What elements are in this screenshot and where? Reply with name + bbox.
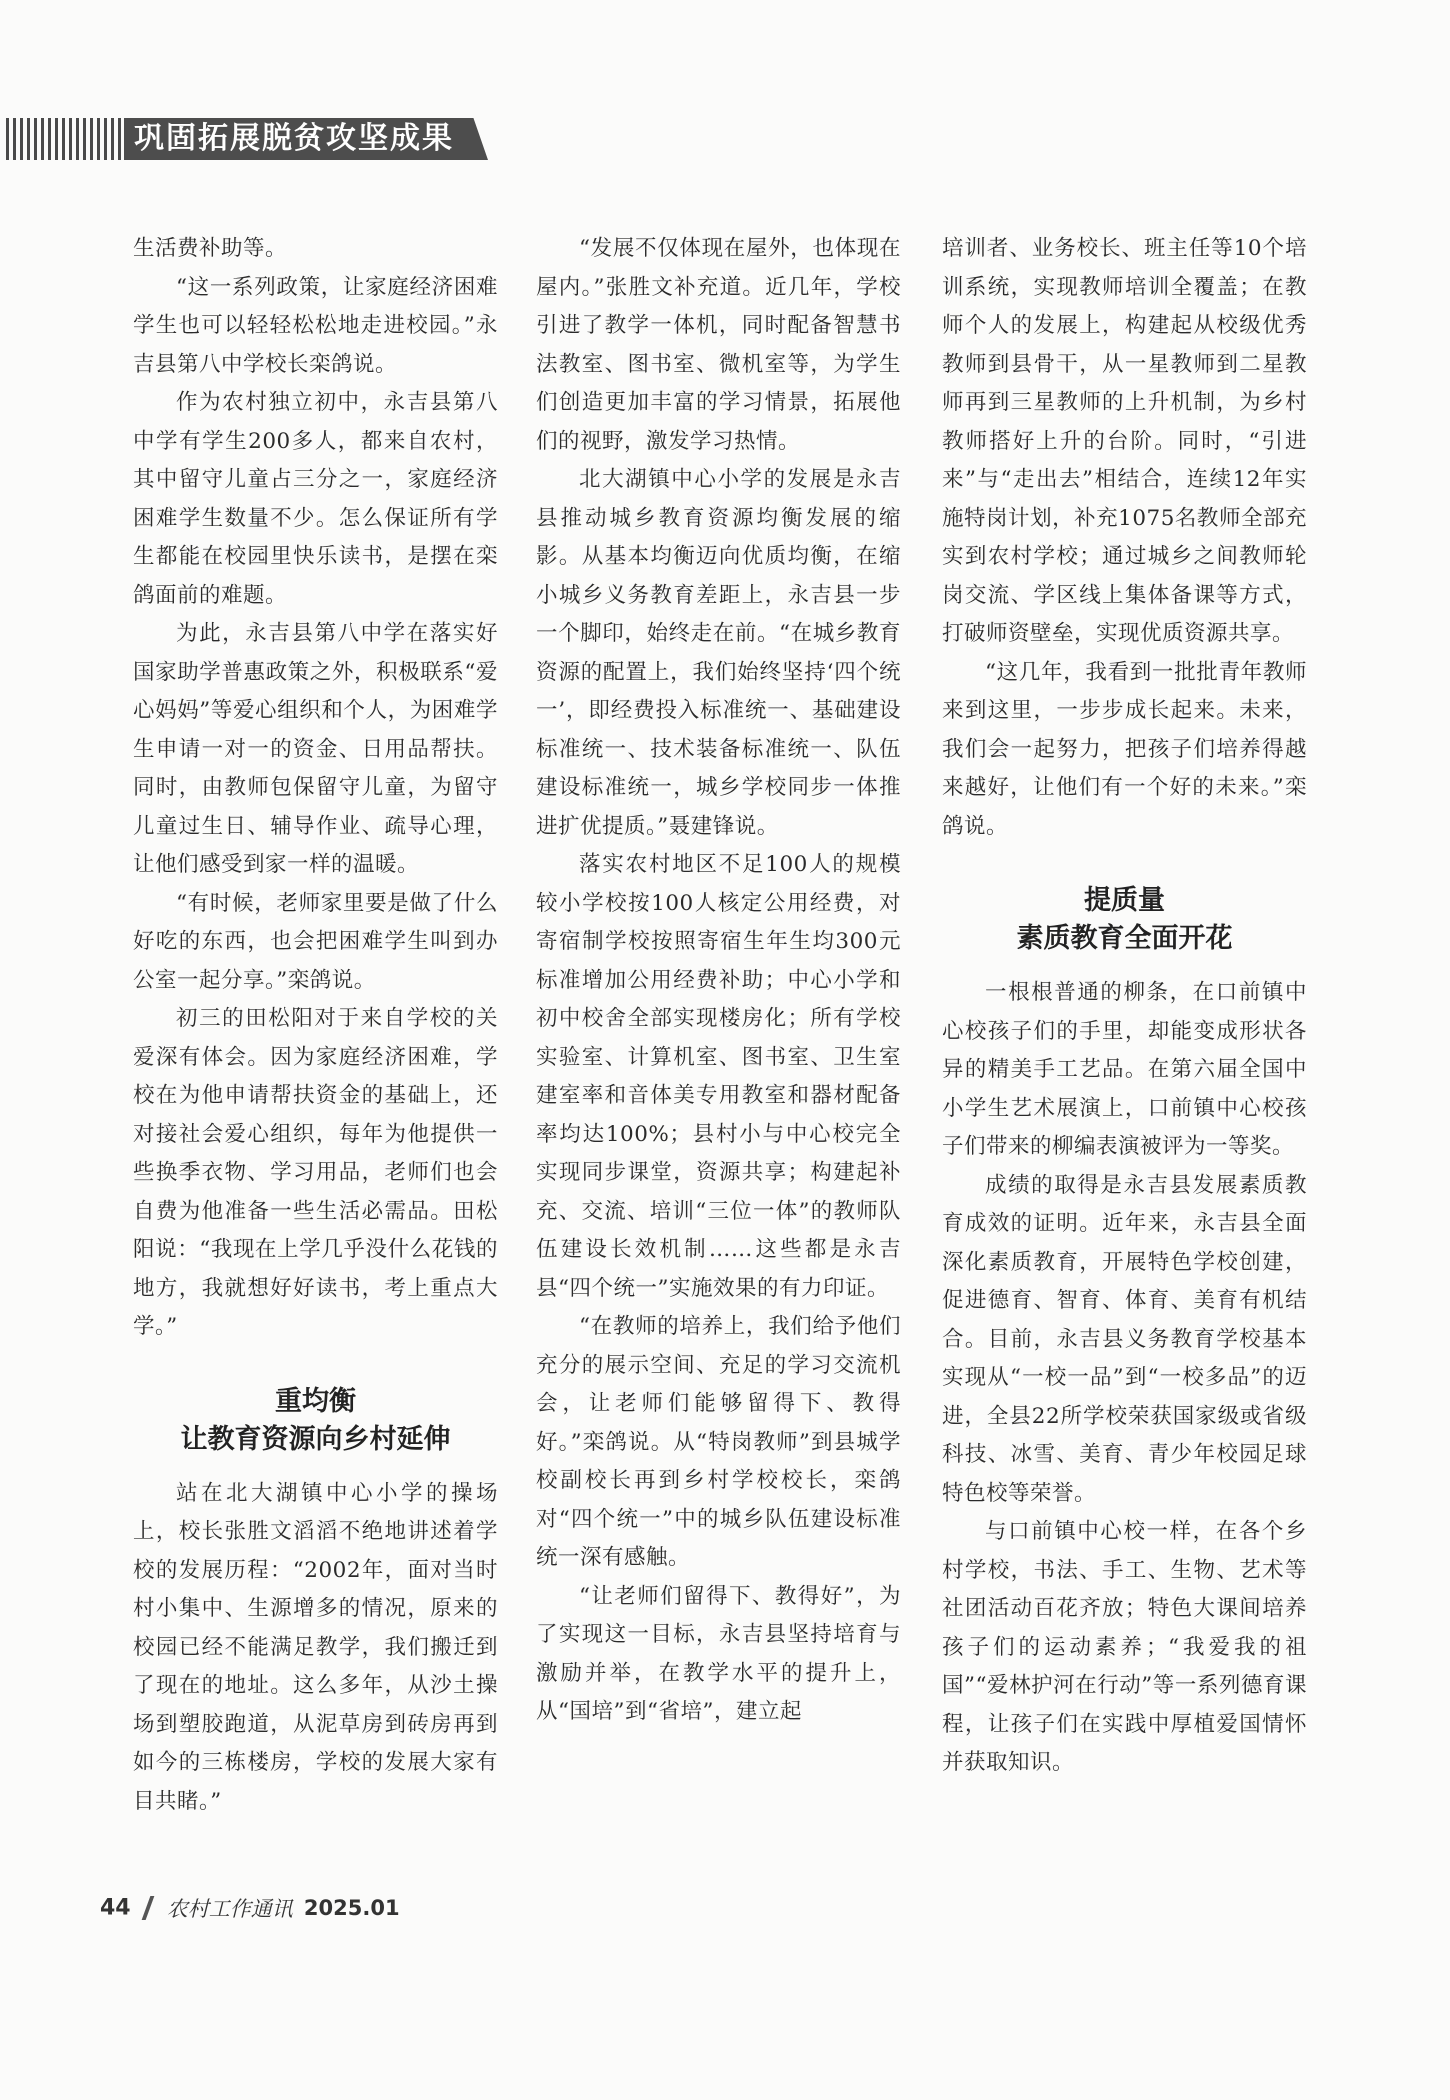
- article-column-2: [536, 230, 901, 1732]
- article-paragraph: “发展不仅体现在屋外，也体现在屋内。”张胜文补充道。近几年，学校引进了教学一体机，同时配备智慧书法教室、图书室、微机室等，为学生们创造更加丰富的学习情景，拓展他们的视野，激发学习热情。: [536, 236, 901, 454]
- article-paragraph: “这一系列政策，让家庭经济困难学生也可以轻轻松松地走进校园。”永吉县第八中学校长栾鸽说。: [133, 274, 498, 377]
- article-column-3: [942, 230, 1307, 1783]
- section-header-bar: [0, 118, 490, 160]
- article-column-1: [133, 230, 498, 1821]
- article-paragraph: 与口前镇中心校一样，在各个乡村学校，书法、手工、生物、艺术等社团活动百花齐放；特色大课间培养孩子们的运动素养；“我爱我的祖国”“爱林护河在行动”等一系列德育课程，让孩子们在实践中厚植爱国情怀并获取知识。: [942, 1519, 1307, 1775]
- section-heading-line: 提质量: [1084, 885, 1165, 916]
- page-footer: [100, 1893, 400, 1923]
- section-heading-line: 素质教育全面开花: [1016, 923, 1233, 954]
- section-heading-line: 重均衡: [275, 1385, 356, 1417]
- article-paragraph: 落实农村地区不足100人的规模较小学校按100人核定公用经费，对寄宿制学校按照寄宿生年生均300元标准增加公用经费补助；中心小学和初中校舍全部实现楼房化；所有学校实验室、计算机室、图书室、卫生室建室率和音体美专用教室和器材配备率均达100%；县村小与中心校完全实现同步课堂，资源共享；构建起补充、交流、培训“三位一体”的教师队伍建设长效机制……这些都是永吉县“四个统一”实施效果的有力印证。: [536, 852, 901, 1301]
- article-paragraph: 北大湖镇中心小学的发展是永吉县推动城乡教育资源均衡发展的缩影。从基本均衡迈向优质均衡，在缩小城乡义务教育差距上，永吉县一步一个脚印，始终走在前。“在城乡教育资源的配置上，我们始终坚持‘四个统一’，即经费投入标准统一、基础建设标准统一、技术装备标准统一、队伍建设标准统一，城乡学校同步一体推进扩优提质。”聂建锋说。: [536, 467, 901, 839]
- section-header-title: 巩固拓展脱贫攻坚成果: [134, 121, 454, 156]
- article-paragraph: 成绩的取得是永吉县发展素质教育成效的证明。近年来，永吉县全面深化素质教育，开展特色学校创建，促进德育、智育、体育、美育有机结合。目前，永吉县义务教育学校基本实现从“一校一品”到“一校多品”的迈进，全县22所学校荣获国家级或省级科技、冰雪、美育、青少年校园足球特色校等荣誉。: [942, 1172, 1307, 1506]
- article-paragraph: 为此，永吉县第八中学在落实好国家助学普惠政策之外，积极联系“爱心妈妈”等爱心组织和个人，为困难学生申请一对一的资金、日用品帮扶。同时，由教师包保留守儿童，为留守儿童过生日、辅导作业、疏导心理，让他们感受到家一样的温暖。: [133, 621, 498, 877]
- article-paragraph: 生活费补助等。: [133, 236, 288, 261]
- footer-slash-decoration: [141, 1896, 154, 1920]
- article-paragraph: “在教师的培养上，我们给予他们充分的展示空间、充足的学习交流机会，让老师们能够留得下、教得好。”栾鸽说。从“特岗教师”到县城学校副校长再到乡村学校校长，栾鸽对“四个统一”中的城乡队伍建设标准统一深有感触。: [536, 1314, 901, 1570]
- magazine-name: 农村工作通讯: [166, 1897, 293, 1921]
- header-stripes-decoration: [6, 118, 124, 160]
- section-heading: [133, 1383, 498, 1459]
- article-paragraph: 初三的田松阳对于来自学校的关爱深有体会。因为家庭经济困难，学校在为他申请帮扶资金的基础上，还对接社会爱心组织，每年为他提供一些换季衣物、学习用品，老师们也会自费为他准备一些生活必需品。田松阳说：“我现在上学几乎没什么花钱的地方，我就想好好读书，考上重点大学。”: [133, 1006, 498, 1339]
- article-paragraph: 一根根普通的柳条，在口前镇中心校孩子们的手里，却能变成形状各异的精美手工艺品。在第六届全国中小学生艺术展演上，口前镇中心校孩子们带来的柳编表演被评为一等奖。: [942, 980, 1307, 1159]
- article-paragraph: “这几年，我看到一批批青年教师来到这里，一步步成长起来。未来，我们会一起努力，把孩子们培养得越来越好，让他们有一个好的未来。”栾鸽说。: [942, 659, 1307, 839]
- article-paragraph: 培训者、业务校长、班主任等10个培训系统，实现教师培训全覆盖；在教师个人的发展上，构建起从校级优秀教师到县骨干，从一星教师到二星教师再到三星教师的上升机制，为乡村教师搭好上升的台阶。同时，“引进来”与“走出去”相结合，连续12年实施特岗计划，补充1075名教师全部充实到农村学校；通过城乡之间教师轮岗交流、学区线上集体备课等方式，打破师资壁垒，实现优质资源共享。: [942, 236, 1307, 646]
- article-paragraph: “让老师们留得下、教得好”，为了实现这一目标，永吉县坚持培育与激励并举，在教学水平的提升上，从“国培”到“省培”，建立起: [536, 1583, 901, 1724]
- page-number: 44: [100, 1895, 131, 1921]
- issue-number: 2025.01: [303, 1896, 400, 1920]
- article-paragraph: 作为农村独立初中，永吉县第八中学有学生200多人，都来自农村，其中留守儿童占三分之一，家庭经济困难学生数量不少。怎么保证所有学生都能在校园里快乐读书，是摆在栾鸽面前的难题。: [133, 390, 498, 608]
- article-paragraph: “有时候，老师家里要是做了什么好吃的东西，也会把困难学生叫到办公室一起分享。”栾鸽说。: [133, 890, 498, 993]
- section-heading-line: 让教育资源向乡村延伸: [180, 1423, 451, 1455]
- section-heading: [942, 882, 1307, 958]
- article-paragraph: 站在北大湖镇中心小学的操场上，校长张胜文滔滔不绝地讲述着学校的发展历程：“2002年，面对当时村小集中、生源增多的情况，原来的校园已经不能满足教学，我们搬迁到了现在的地址。这么多年，从沙土操场到塑胶跑道，从泥草房到砖房再到如今的三栋楼房，学校的发展大家有目共睹。”: [133, 1480, 498, 1814]
